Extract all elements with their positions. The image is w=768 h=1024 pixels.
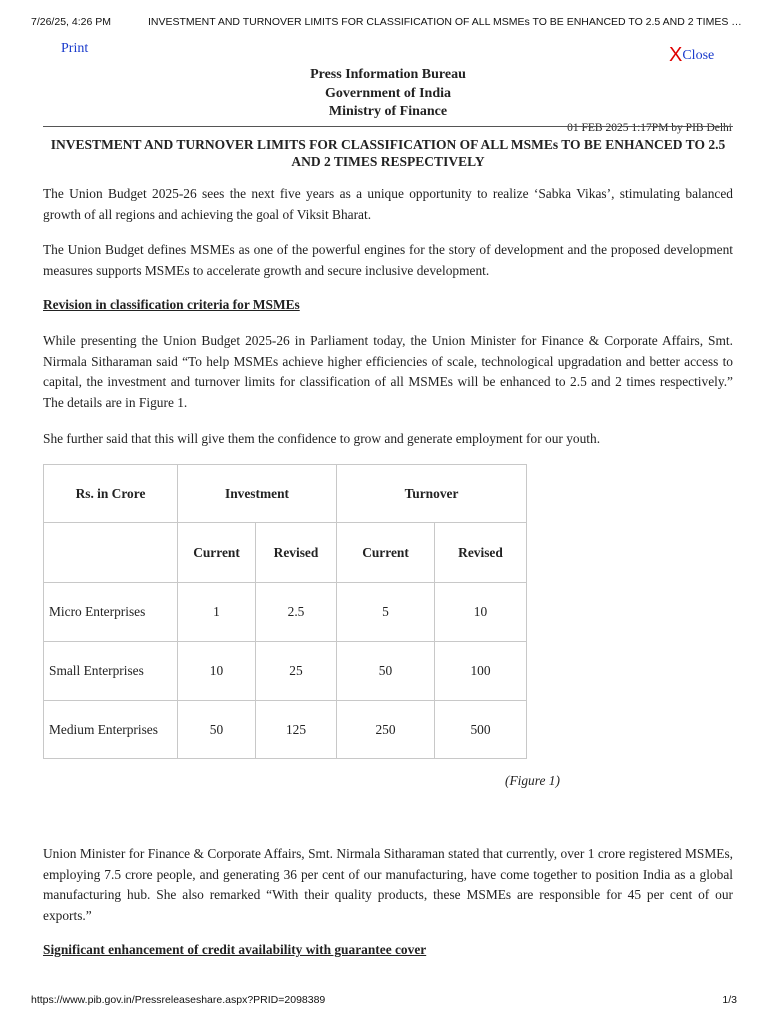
print-page-number: 1/3 bbox=[722, 994, 737, 1006]
table-cell: 25 bbox=[256, 642, 337, 701]
paragraph-3: While presenting the Union Budget 2025-26 in Parliament today, the Union Minister for Finance & Corporate Affairs, Smt. Nirmala Sitharaman said “To help MSMEs achieve higher efficiencies of scale, technological upgradation and better access to capital, the investment and turnover limits for classification of all MSMEs will be enhanced to 2.5 and 2 times respectively.” The details are in Figure 1. bbox=[43, 333, 733, 410]
table-subheader-row bbox=[44, 523, 527, 583]
subhead-classification: Revision in classification criteria for MSMEs bbox=[43, 297, 300, 312]
subhead-credit: Significant enhancement of credit availability with guarantee cover bbox=[43, 942, 427, 957]
header-divider bbox=[43, 126, 733, 127]
table-cell: 2.5 bbox=[256, 583, 337, 642]
table-sub-revised: Revised bbox=[435, 523, 527, 583]
print-header bbox=[31, 16, 742, 28]
close-label: Close bbox=[682, 48, 715, 63]
table-empty-cell bbox=[44, 523, 178, 583]
close-icon: X bbox=[669, 44, 683, 66]
masthead bbox=[0, 66, 768, 122]
table-row bbox=[44, 642, 527, 701]
print-url: https://www.pib.gov.in/Pressreleaseshare.aspx?PRID=2098389 bbox=[31, 994, 326, 1006]
paragraph-1: The Union Budget 2025-26 sees the next five years as a unique opportunity to realize ‘Sabka Vikas’, stimulating balanced growth of all regions and achieving the goal of Viksit Bharat. bbox=[43, 186, 733, 222]
table-cell: 10 bbox=[178, 642, 256, 701]
print-button[interactable]: Print bbox=[61, 41, 89, 56]
masthead-ministry: Ministry of Finance bbox=[328, 104, 448, 119]
table-cell: 50 bbox=[178, 701, 256, 759]
dateline: 01 FEB 2025 1:17PM by PIB Delhi bbox=[567, 122, 732, 134]
paragraph-4: She further said that this will give them the confidence to grow and generate employment for our youth. bbox=[43, 431, 601, 446]
table-sub-revised: Revised bbox=[256, 523, 337, 583]
table-row bbox=[44, 583, 527, 642]
paragraph-5: Union Minister for Finance & Corporate Affairs, Smt. Nirmala Sitharaman stated that currently, over 1 crore registered MSMEs, employing 7.5 crore people, and generating 36 per cent of our manufacturing, have come together to position India as a global manufacturing hub. She also remarked “With their quality products, these MSMEs are responsible for 45 per cent of our exports.” bbox=[43, 846, 733, 923]
table-group-turnover: Turnover bbox=[337, 465, 527, 523]
table-cell: 10 bbox=[435, 583, 527, 642]
table-row-label: Micro Enterprises bbox=[44, 583, 178, 642]
table-group-investment: Investment bbox=[178, 465, 337, 523]
msme-limits-table bbox=[43, 464, 527, 759]
close-button[interactable] bbox=[669, 44, 714, 67]
table-row bbox=[44, 701, 527, 759]
headline: INVESTMENT AND TURNOVER LIMITS FOR CLASSIFICATION OF ALL MSMEs TO BE ENHANCED TO 2.5 AND 2 TIMES RESPECTIVELY bbox=[50, 137, 726, 169]
table-cell: 1 bbox=[178, 583, 256, 642]
table-corner-cell: Rs. in Crore bbox=[44, 465, 178, 523]
masthead-bureau: Press Information Bureau bbox=[310, 67, 466, 82]
table-sub-current: Current bbox=[178, 523, 256, 583]
table-cell: 100 bbox=[435, 642, 527, 701]
table-cell: 500 bbox=[435, 701, 527, 759]
masthead-government: Government of India bbox=[325, 85, 451, 101]
table-cell: 250 bbox=[337, 701, 435, 759]
figure-caption: (Figure 1) bbox=[505, 773, 560, 788]
print-footer bbox=[31, 994, 737, 1006]
table-header-row bbox=[44, 465, 527, 523]
print-timestamp: 7/26/25, 4:26 PM bbox=[31, 16, 111, 28]
paragraph-2: The Union Budget defines MSMEs as one of the powerful engines for the story of development and the proposed development measures supports MSMEs to accelerate growth and secure inclusive development. bbox=[43, 242, 733, 278]
table-cell: 50 bbox=[337, 642, 435, 701]
table-sub-current: Current bbox=[337, 523, 435, 583]
table-cell: 5 bbox=[337, 583, 435, 642]
table-row-label: Medium Enterprises bbox=[44, 701, 178, 759]
table-row-label: Small Enterprises bbox=[44, 642, 178, 701]
print-page-title: INVESTMENT AND TURNOVER LIMITS FOR CLASSIFICATION OF ALL MSMEs TO BE ENHANCED TO 2.5 AND 2 TIMES … bbox=[148, 16, 742, 28]
table-cell: 125 bbox=[256, 701, 337, 759]
